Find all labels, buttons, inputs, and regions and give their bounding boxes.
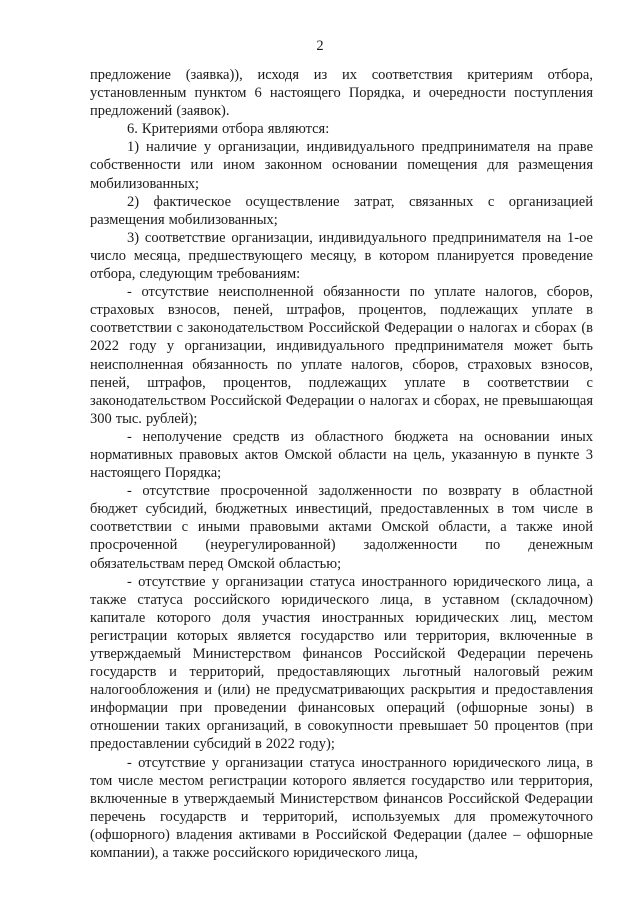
paragraph: 1) наличие у организации, индивидуального предпринимателя на праве собственности или ином законном основании помещения для размещения мобилизованных; (90, 139, 593, 192)
paragraph: 3) соответствие организации, индивидуального предпринимателя на 1-ое число месяца, предшествующего месяцу, в котором планируется проведение отбора, следующим требованиям: (90, 229, 593, 283)
paragraph: - неполучение средств из областного бюджета на основании иных нормативных правовых актов Омской области на цель, указанную в пункте 3 настоящего Порядка; (90, 428, 593, 482)
page-number: 2 (316, 38, 324, 54)
document-body (90, 66, 593, 862)
paragraph: 6. Критериями отбора являются: (127, 121, 330, 138)
paragraph: - отсутствие неисполненной обязанности по уплате налогов, сборов, страховых взносов, пеней, штрафов, процентов, подлежащих уплате в соответствии с законодательством Российской Федерации о налогах и сборах (в 2022 году у организации, индивидуального предпринимателя может быть неисполненная обязанность по уплате налогов, сборов, страховых взносов, пеней, штрафов, процентов, подлежащих уплате в соответствии с законодательством Российской Федерации о налогах и сборах, не превышающая 300 тыс. рублей); (90, 284, 593, 427)
paragraph: - отсутствие у организации статуса иностранного юридического лица, в том числе местом регистрации которого является государство или территория, включенные в утверждаемый Министерством финансов Российской Федерации перечень государств и территорий, используемых для промежуточного (офшорного) владения активами в Российской Федерации (далее – офшорные компании), а также российского юридического лица, (90, 754, 593, 862)
paragraph: - отсутствие у организации статуса иностранного юридического лица, а также статуса российского юридического лица, в уставном (складочном) капитале которого доля участия иностранных юридических лиц, местом регистрации которых является государство или территория, включенные в утверждаемый Министерством финансов Российской Федерации перечень государств и территорий, предоставляющих льготный налоговый режим налогообложения и (или) не предусматривающих раскрытия и предоставления информации при проведении финансовых операций (офшорные зоны) в отношении таких организаций, в совокупности превышает 50 процентов (при предоставлении субсидий в 2022 году); (90, 573, 593, 753)
paragraph: 2) фактическое осуществление затрат, связанных с организацией размещения мобилизованных; (90, 193, 593, 228)
paragraph: предложение (заявка)), исходя из их соответствия критериям отбора, установленным пунктом 6 настоящего Порядка, и очередности поступления предложений (заявок). (90, 67, 593, 120)
paragraph: - отсутствие просроченной задолженности по возврату в областной бюджет субсидий, бюджетных инвестиций, предоставленных в том числе в соответствии с иными правовыми актами Омской области, а также иной просроченной (неурегулированной) задолженности по денежным обязательствам перед Омской областью; (90, 483, 593, 572)
